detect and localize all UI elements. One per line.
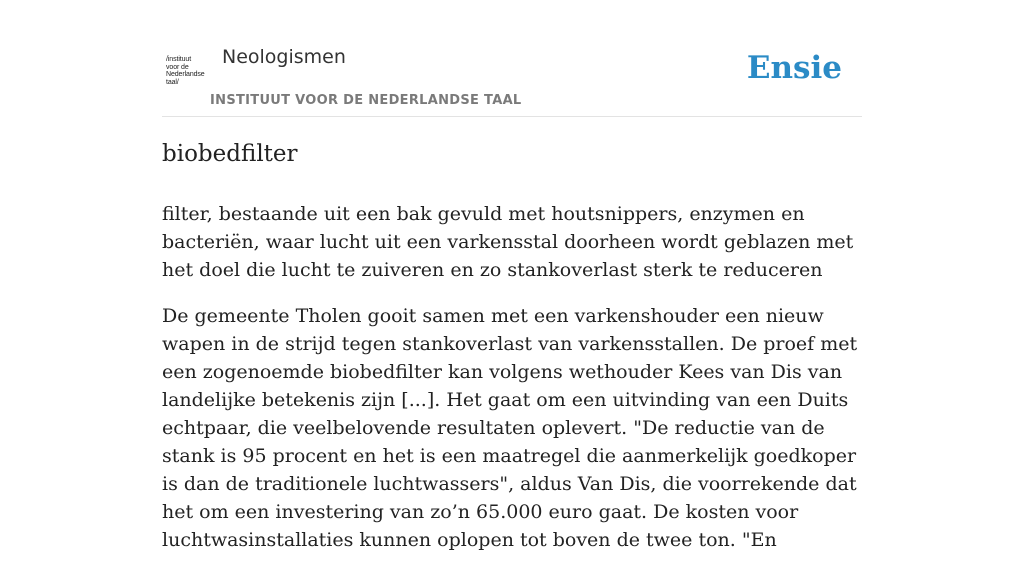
site-header [162,40,862,117]
site-title-link[interactable]: Neologismen [222,46,346,68]
entry-content [162,136,864,572]
institute-name: INSTITUUT VOOR DE NEDERLANDSE TAAL [210,93,522,108]
entry-definition: filter, bestaande uit een bak gevuld met houtsnippers, enzymen en bacteriën, waar lucht uit een varkensstal doorheen wordt geblazen met het doel die lucht te zuiveren en zo stankoverlast sterk te reduceren [162,203,854,281]
logo-line: /instituut [166,56,192,63]
ensie-brand-link[interactable]: Ensie [746,50,842,86]
institute-logo[interactable] [166,56,208,90]
logo-line: voor de [166,63,189,71]
logo-line: Nederlandse [166,71,205,79]
entry-quote: De gemeente Tholen gooit samen met een varkenshouder een nieuw wapen in de strijd tegen stankoverlast van varkensstallen. De proef met een zogenoemde biobedfilter kan volgens wethouder Kees van Dis van landelijke betekenis zijn [...]. Het gaat om een uitvinding van een Duits echtpaar, die veelbelovende resultaten oplevert. "De reductie van de stank is 95 procent en het is een maatregel die aanmerkelijk goedkoper is dan de traditionele luchtwassers", aldus Van Dis, die voorrekende dat het om een investering van zo’n 65.000 euro gaat. De kosten voor luchtwasinstallaties kunnen oplopen tot boven de twee ton. "En [162,305,858,551]
logo-line: taal/ [166,78,179,86]
entry-term: biobedfilter [162,141,298,167]
